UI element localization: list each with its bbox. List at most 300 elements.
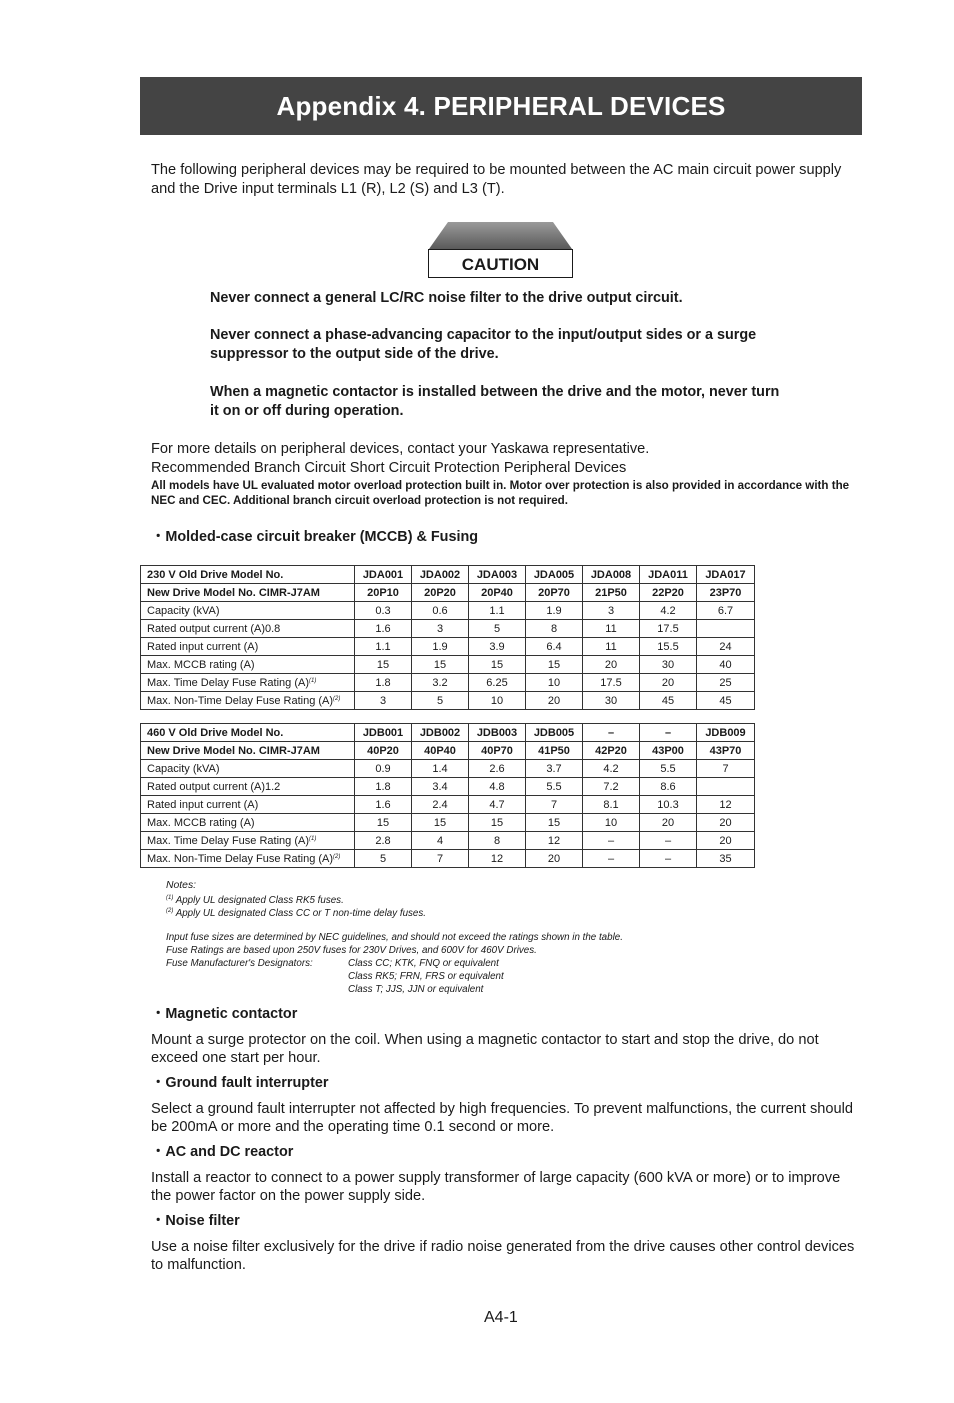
t460-cell-text: – [664,726,672,739]
table-cell [697,638,755,656]
table-cell [412,796,469,814]
table-cell [697,742,755,760]
t460-cell-text: 20 [661,816,675,829]
table-row [141,742,755,760]
table-cell [697,832,755,850]
t230-cell-text: 20P40 [481,586,513,599]
table-cell [469,692,526,710]
magnetic-contactor-text: Mount a surge protector on the coil. When using a magnetic contactor to start and stop the drive, do not exceed one start per hour. [151,1032,819,1066]
table-cell [412,620,469,638]
table-cell [640,850,697,868]
t460-cell-text: 35 [719,852,732,865]
table-cell [583,742,640,760]
note-designator-2 [166,970,623,983]
t230-cell-text: 1.6 [375,622,391,635]
t460-cell-text: 12 [490,852,504,865]
table-cell [469,602,526,620]
t460-cell-text: 2.6 [489,762,505,775]
t460-cell-text: 43P00 [652,744,684,757]
t460-cell-text: Rated input current (A) [147,798,259,811]
table-cell [355,796,412,814]
table-cell [526,778,583,796]
t230-cell-text: 15 [433,658,447,671]
t230-cell-text: 15 [547,658,561,671]
t460-cell-text: 2.4 [432,798,448,811]
t460-cell-text: 12 [719,798,732,811]
table-cell [583,692,640,710]
warning-3: When a magnetic contactor is installed between the drive and the motor, never turn it on or off during operation. [210,384,780,419]
table-cell [355,602,412,620]
t230-cell-text: 1.1 [489,604,505,617]
t460-cell-text: 40P70 [481,744,513,757]
reactor-text: Install a reactor to connect to a power supply transformer of large capacity (600 kVA or more) or to improve the power factor on the power supply side. [151,1170,841,1204]
table-cell [526,832,583,850]
t230-cell-text: Max. MCCB rating (A) [147,658,255,671]
table-cell [697,602,755,620]
table-cell [526,620,583,638]
table-cell [526,796,583,814]
t230-cell-text: 6.7 [717,604,734,617]
t460-cell-text: Max. MCCB rating (A) [147,816,255,829]
t230-cell-text: 11 [605,640,617,653]
t460-cell-text: 10 [604,816,618,829]
t460-cell-text: 42P20 [595,744,627,757]
table-cell [640,796,697,814]
table-cell [640,584,697,602]
t230-cell-text: 20 [547,694,561,707]
t460-cell-text: 4.8 [489,780,505,793]
mccb-heading: ・Molded-case circuit breaker (MCCB) & Fusing [151,529,479,545]
table-cell [412,832,469,850]
table-cell [583,602,640,620]
table-cell [469,584,526,602]
table-cell [583,796,640,814]
note-2-text: Apply UL designated Class CC or T non-time delay fuses. [173,908,427,919]
table-cell [640,814,697,832]
t230-cell-text: Rated output current (A)0.8 [147,622,281,635]
table-cell [469,674,526,692]
table-cell [355,566,412,584]
table-cell [469,796,526,814]
table-cell [526,602,583,620]
row-label-cell [141,850,355,868]
table-460v [140,723,755,868]
intro-paragraph: The following peripheral devices may be required to be mounted between the AC main circuit power supply and the Drive input terminals L1 (R), L2 (S) and L3 (T). [151,162,842,197]
t460-cell-text: 4.2 [603,762,619,775]
t230-cell-text: 23P70 [709,586,742,599]
t230-cell-text: Max. Time Delay Fuse Rating (A) [147,676,309,689]
t230-cell-text: Rated input current (A) [147,640,259,653]
t230-cell-text: 25 [719,676,732,689]
table-cell [469,724,526,742]
table-cell [469,656,526,674]
table-cell [355,724,412,742]
noise-filter-text: Use a noise filter exclusively for the drive if radio noise generated from the drive causes other control devices to malfunction. [151,1239,855,1273]
t230-cell-text: 15 [490,658,504,671]
table-cell [412,566,469,584]
t460-cell-text: 20 [547,852,561,865]
table-cell [355,742,412,760]
t230-cell-text: 45 [661,694,675,707]
table-cell [583,850,640,868]
t230-cell-text: 30 [661,658,675,671]
ul-note: All models have UL evaluated motor overload protection built in. Motor over protection is also provided in accordance with the NEC and CEC. Additional branch circuit overload protection is not required. [151,479,850,507]
table-cell [583,656,640,674]
table-row [141,638,755,656]
table-cell [697,584,755,602]
row-label-cell [141,760,355,778]
table-row [141,566,755,584]
table-cell [697,620,755,638]
t230-cell-text: 1.1 [375,640,391,653]
table-cell [355,656,412,674]
table-cell [640,566,697,584]
t230-cell-text: 3.2 [432,676,448,689]
noise-filter-heading: ・Noise filter [151,1213,240,1229]
table-cell [640,602,697,620]
table-cell [412,692,469,710]
t460-cell-text: JDB009 [705,726,746,739]
t460-cell-text: – [607,834,615,847]
magnetic-contactor-heading: ・Magnetic contactor [151,1006,298,1022]
table-cell [640,724,697,742]
t230-cell-text: 20P20 [424,586,456,599]
table-cell [583,620,640,638]
t230-cell-text: JDA017 [705,568,746,581]
table-cell [583,724,640,742]
table-cell [640,778,697,796]
table-row [141,602,755,620]
table-cell [583,584,640,602]
t230-cell-text: 40 [719,658,732,671]
table-cell [355,814,412,832]
t460-cell-text: 7.2 [603,780,619,793]
t230-cell-text: 22P20 [652,586,684,599]
note-designator-3 [166,983,623,996]
table-row [141,796,755,814]
table-cell [583,832,640,850]
table-cell [469,832,526,850]
t460-cell-text: 43P70 [709,744,742,757]
table-cell [640,742,697,760]
t230-cell-text: 3.9 [489,640,505,653]
table-cell [469,620,526,638]
table-cell [526,760,583,778]
table-cell [526,850,583,868]
table-cell [526,692,583,710]
t460-cell-text: Capacity (kVA) [147,762,220,775]
details-block-2 [151,459,851,478]
t460-cell-text: 15 [376,816,390,829]
table-cell [469,814,526,832]
t460-cell-text: – [607,852,615,865]
t460-cell-text: 10.3 [657,798,679,811]
table-cell [697,656,755,674]
table-cell [412,638,469,656]
t230-cell-text: 20 [661,676,675,689]
table-cell [697,814,755,832]
t230-cell-text: 3 [607,604,615,617]
t460-cell-text: – [607,726,615,739]
t460-cell-text: 7 [550,798,558,811]
t230-cell-text: 10 [547,676,561,689]
footnote-marker: (2) [333,695,341,702]
table-cell [412,760,469,778]
table-cell [640,620,697,638]
row-label-cell [141,602,355,620]
table-cell [526,584,583,602]
footnote-marker: (2) [333,853,341,860]
t230-cell-text: 5 [436,694,444,707]
t460-cell-text: 20 [719,816,732,829]
table-cell [355,760,412,778]
table-cell [526,742,583,760]
note-2-mark: (2) [166,908,174,914]
t230-cell-text: 24 [719,640,732,653]
table-row [141,832,755,850]
table-cell [526,656,583,674]
t460-cell-text: 40P40 [424,744,456,757]
t460-cell-text: 5 [379,852,387,865]
table-cell [469,778,526,796]
table-row [141,620,755,638]
row-label-cell [141,674,355,692]
t230-cell-text: 4.2 [660,604,676,617]
t230-cell-text: 0.3 [375,604,391,617]
note-1 [166,892,623,905]
footnote-marker: (1) [309,677,317,684]
table-cell [412,724,469,742]
row-label-cell [141,814,355,832]
ground-fault-heading: ・Ground fault interrupter [151,1075,329,1091]
t230-cell-text: 17.5 [600,676,622,689]
t230-cell-text: 6.4 [546,640,562,653]
t460-cell-text: Max. Non-Time Delay Fuse Rating (A) [147,852,334,865]
t460-cell-text: 1.8 [375,780,391,793]
table-230v [140,565,755,710]
t460-cell-text: 2.8 [375,834,391,847]
row-label-cell [141,778,355,796]
t460-cell-text: 41P50 [538,744,570,757]
t230-cell-text: 11 [605,622,617,635]
table-cell [526,638,583,656]
table-cell [469,566,526,584]
warning-2: Never connect a phase-advancing capacitor to the input/output sides or a surge suppressor to the output side of the drive. [210,327,757,362]
table-row [141,850,755,868]
t230-cell-text: 0.6 [432,604,448,617]
t460-cell-text: 3.7 [546,762,562,775]
designator-label: Fuse Manufacturer's Designators: [166,958,313,969]
t230-cell-text: Capacity (kVA) [147,604,220,617]
ground-fault-text: Select a ground fault interrupter not affected by high frequencies. To prevent malfunctions, the current should be 200mA or more and the operating time 0.1 second or more. [151,1101,854,1135]
t230-cell-text: 20P70 [538,586,570,599]
t230-cell-text: JDA011 [648,568,688,581]
note-line-2: Fuse Ratings are based upon 250V fuses for 230V Drives, and 600V for 460V Drives. [166,945,537,956]
note-2 [166,905,623,918]
row-label-cell [141,566,355,584]
row-label-cell [141,584,355,602]
table-cell [412,850,469,868]
table-cell [697,778,755,796]
note-1-text: Apply UL designated Class RK5 fuses. [173,895,344,906]
t460-cell-text: 20 [719,834,732,847]
footnote-marker: (1) [309,835,317,842]
t230-cell-text: 15.5 [657,640,679,653]
table-row [141,760,755,778]
t230-cell-text: JDA003 [476,568,518,581]
caution-label: CAUTION [461,255,540,274]
table-cell [583,814,640,832]
table-cell [355,674,412,692]
t460-cell-text: 7 [436,852,444,865]
table-cell [355,638,412,656]
t230-cell-text: 5 [493,622,501,635]
table-cell [355,778,412,796]
table-cell [697,760,755,778]
t230-cell-text: 8 [550,622,558,635]
row-label-cell [141,638,355,656]
t230-cell-text: New Drive Model No. CIMR-J7AM [147,586,320,599]
table-cell [412,778,469,796]
table-cell [583,638,640,656]
note-line-1: Input fuse sizes are determined by NEC guidelines, and should not exceed the ratings shown in the table. [166,932,623,943]
t460-cell-text: 4 [436,834,444,847]
t230-cell-text: 1.8 [375,676,391,689]
t230-cell-text: 1.9 [546,604,562,617]
t460-cell-text: JDB001 [362,726,404,739]
t230-cell-text: 3 [379,694,387,707]
designator-rk5: Class RK5; FRN, FRS or equivalent [348,971,504,982]
table-cell [640,674,697,692]
t460-cell-text: 8.6 [660,780,676,793]
t460-cell-text: Max. Time Delay Fuse Rating (A) [147,834,309,847]
table-cell [355,850,412,868]
table-cell [412,584,469,602]
table-cell [526,814,583,832]
t460-cell-text: 7 [722,762,729,775]
table-cell [355,620,412,638]
table-cell [583,566,640,584]
table-cell [412,814,469,832]
caution-block [428,221,573,278]
t230-cell-text: 15 [376,658,390,671]
row-label-cell [141,832,355,850]
row-label-cell [141,742,355,760]
table-cell [526,566,583,584]
table-cell [697,692,755,710]
table-cell [412,674,469,692]
table-cell [697,724,755,742]
t460-cell-text: 4.7 [489,798,505,811]
table-row [141,724,755,742]
table-row [141,814,755,832]
row-label-cell [141,796,355,814]
table-cell [526,724,583,742]
t460-cell-text: JDB005 [533,726,575,739]
note-1-mark: (1) [166,895,174,901]
reactor-heading: ・AC and DC reactor [151,1144,294,1160]
t230-cell-text: 20 [604,658,618,671]
details-line-1: For more details on peripheral devices, contact your Yaskawa representative. [151,441,650,457]
table-cell [355,584,412,602]
title-bar [140,77,862,135]
table-row [141,778,755,796]
table-cell [697,796,755,814]
t460-cell-text: JDB003 [476,726,518,739]
t460-cell-text: 15 [547,816,561,829]
table-row [141,692,755,710]
table-cell [583,778,640,796]
table-cell [469,850,526,868]
t230-cell-text: JDA002 [419,568,461,581]
warning-1: Never connect a general LC/RC noise filter to the drive output circuit. [210,290,683,306]
table-cell [697,566,755,584]
t230-cell-text: JDA005 [533,568,575,581]
table-row [141,674,755,692]
table-cell [526,674,583,692]
t230-cell-text: 3 [436,622,444,635]
table-cell [583,760,640,778]
note-designator-1 [166,957,623,970]
table-cell [412,742,469,760]
details-block [151,440,851,459]
table-row [141,584,755,602]
table-cell [640,832,697,850]
t230-cell-text: 230 V Old Drive Model No. [147,568,284,581]
t460-cell-text: 8.1 [603,798,619,811]
table-cell [640,638,697,656]
t460-cell-text: – [664,852,672,865]
t460-cell-text: 5.5 [546,780,562,793]
t460-cell-text: Rated output current (A)1.2 [147,780,281,793]
table-cell [412,602,469,620]
row-label-cell [141,656,355,674]
t460-cell-text: 0.9 [375,762,391,775]
row-label-cell [141,724,355,742]
t230-cell-text: JDA001 [362,568,404,581]
table-cell [412,656,469,674]
t460-cell-text: 5.5 [660,762,676,775]
t460-cell-text: 8 [493,834,501,847]
table-cell [355,832,412,850]
designator-t: Class T; JJS, JJN or equivalent [348,984,484,995]
row-label-cell [141,620,355,638]
t230-cell-text: 20P10 [367,586,399,599]
table-cell [469,760,526,778]
t230-cell-text: 45 [719,694,732,707]
t460-cell-text: JDB002 [419,726,461,739]
table-cell [583,674,640,692]
t230-cell-text: 21P50 [595,586,627,599]
table-row [141,656,755,674]
t460-cell-text: 40P20 [367,744,399,757]
t460-cell-text: 1.4 [432,762,448,775]
table-cell [697,674,755,692]
t230-cell-text: 1.9 [432,640,448,653]
t460-cell-text: 15 [433,816,447,829]
table-cell [697,850,755,868]
t460-cell-text: 1.6 [375,798,391,811]
t460-cell-text: 3.4 [432,780,448,793]
t230-cell-text: Max. Non-Time Delay Fuse Rating (A) [147,694,334,707]
row-label-cell [141,692,355,710]
t460-cell-text: New Drive Model No. CIMR-J7AM [147,744,320,757]
t230-cell-text: 17.5 [657,622,679,635]
designator-cc: Class CC; KTK, FNQ or equivalent [348,958,499,969]
table-cell [355,692,412,710]
t230-cell-text: 30 [604,694,618,707]
page-number: A4-1 [484,1309,518,1326]
